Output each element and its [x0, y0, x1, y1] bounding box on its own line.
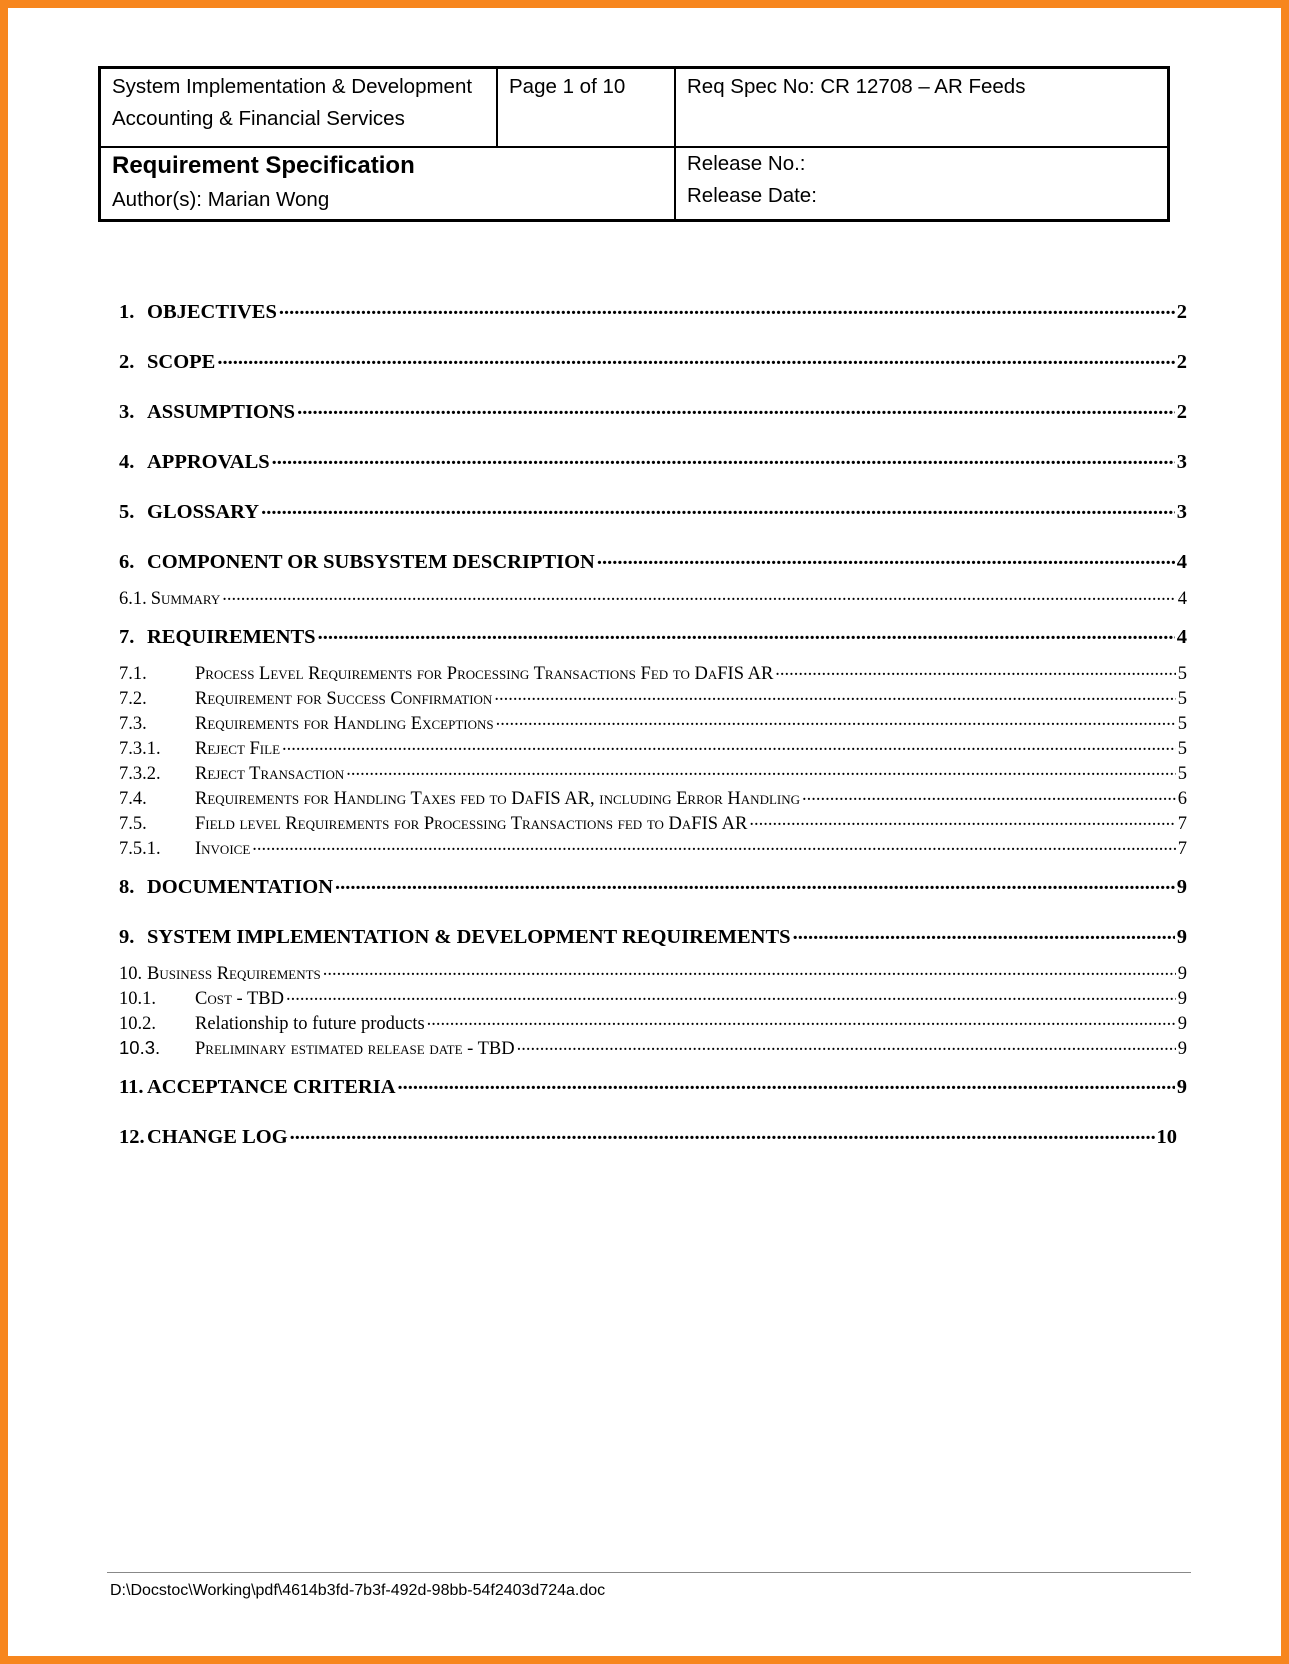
toc-entry[interactable]: 6. COMPONENT OR SUBSYSTEM DESCRIPTION ..... 4	[119, 547, 1187, 574]
toc-entry[interactable]: 3. ASSUMPTIONS ..... 2	[119, 397, 1187, 424]
toc-entry[interactable]: 6.1. Summary ..... 4	[119, 585, 1187, 610]
org-cell	[101, 69, 496, 146]
toc-entry[interactable]: 7.3.2. Reject Transaction ..... 5	[119, 760, 1187, 785]
toc-entry[interactable]: 7. REQUIREMENTS ..... 4	[119, 622, 1187, 649]
req-spec-number: Req Spec No: CR 12708 – AR Feeds	[687, 75, 1026, 98]
footer-divider	[107, 1572, 1191, 1573]
title-cell	[101, 148, 674, 219]
toc-entry[interactable]: 11. ACCEPTANCE CRITERIA ..... 9	[119, 1072, 1187, 1099]
toc-entry[interactable]: 2. SCOPE ..... 2	[119, 347, 1187, 374]
toc-entry[interactable]: 10.1. Cost - TBD ..... 9	[119, 985, 1187, 1010]
release-cell	[676, 148, 1167, 219]
toc-entry[interactable]: 7.5. Field level Requirements for Processing Transactions fed to DaFIS AR ..... 7	[119, 810, 1187, 835]
toc-entry[interactable]: 10.3. Preliminary estimated release date - TBD ..... 9	[119, 1035, 1187, 1060]
toc-entry[interactable]: 7.3. Requirements for Handling Exceptions ..... 5	[119, 710, 1187, 735]
toc-entry[interactable]: 10.2. Relationship to future products ..... 9	[119, 1010, 1187, 1035]
toc-entry[interactable]: 7.3.1. Reject File ..... 5	[119, 735, 1187, 760]
toc-entry[interactable]: 9. SYSTEM IMPLEMENTATION & DEVELOPMENT REQUIREMENTS ..... 9	[119, 922, 1187, 949]
toc-entry[interactable]: 7.4. Requirements for Handling Taxes fed to DaFIS AR, including Error Handling ..... 6	[119, 785, 1187, 810]
document-header-table	[98, 66, 1170, 222]
toc-entry[interactable]: 4. APPROVALS ..... 3	[119, 447, 1187, 474]
page-number: Page 1 of 10	[509, 75, 626, 98]
org-line-2: Accounting & Financial Services	[112, 107, 405, 130]
org-line-1: System Implementation & Development	[112, 75, 473, 98]
toc-entry[interactable]: 12. CHANGE LOG ..... 10	[119, 1122, 1177, 1149]
toc-entry[interactable]: 7.2. Requirement for Success Confirmation ..... 5	[119, 685, 1187, 710]
req-spec-cell	[676, 69, 1167, 146]
toc-entry[interactable]: 8. DOCUMENTATION ..... 9	[119, 872, 1187, 899]
toc-entry[interactable]: 7.1. Process Level Requirements for Processing Transactions Fed to DaFIS AR ..... 5	[119, 660, 1187, 685]
footer-file-path: D:\Docstoc\Working\pdf\4614b3fd-7b3f-492d-98bb-54f2403d724a.doc	[110, 1582, 606, 1599]
document-title: Requirement Specification	[112, 152, 415, 179]
toc-entry[interactable]: 7.5.1. Invoice ..... 7	[119, 835, 1187, 860]
toc-entry[interactable]: 1. OBJECTIVES ..... 2	[119, 297, 1187, 324]
release-date: Release Date:	[687, 184, 817, 207]
toc-entry[interactable]: 10. Business Requirements ..... 9	[119, 960, 1187, 985]
release-number: Release No.:	[687, 152, 806, 175]
toc-entry[interactable]: 5. GLOSSARY ..... 3	[119, 497, 1187, 524]
page-cell	[498, 69, 674, 146]
authors: Author(s): Marian Wong	[112, 188, 330, 211]
